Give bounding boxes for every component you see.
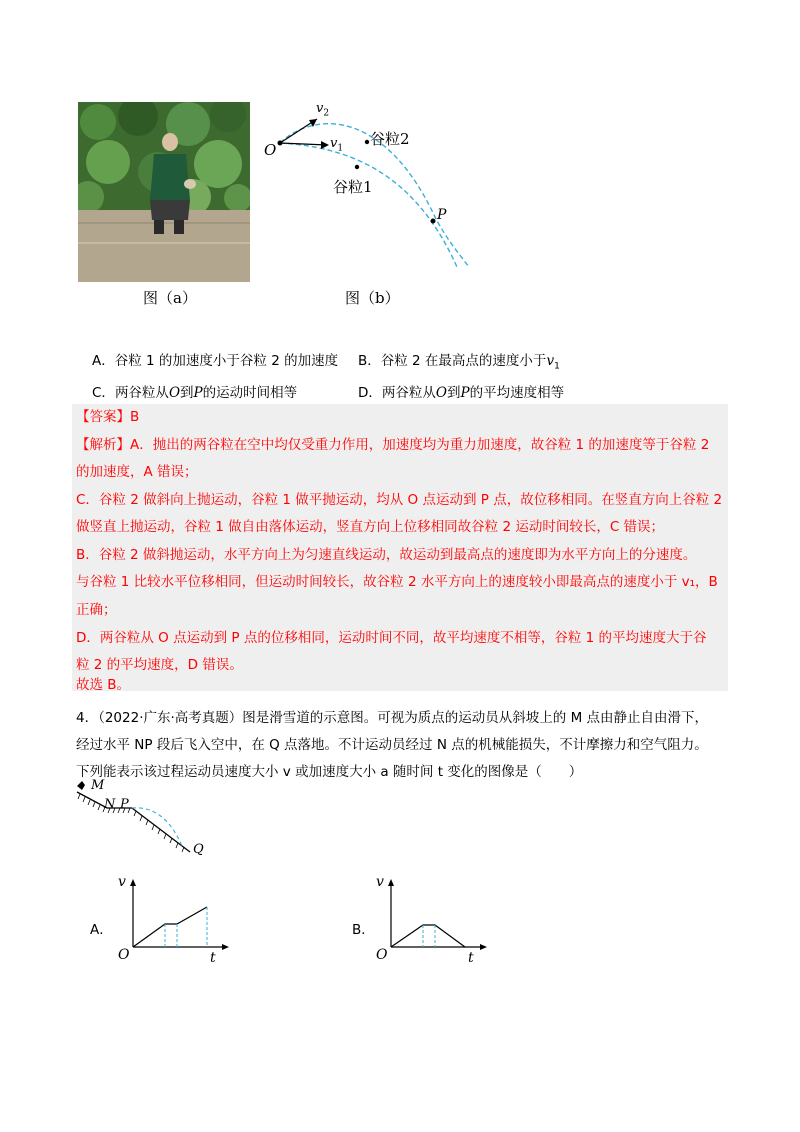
- explanation-line: B．谷粒 2 做斜抛运动，水平方向上为匀速直线运动，故运动到最高点的速度即为水平方向上的分速度。: [76, 547, 697, 563]
- graph-b-x-label: t: [468, 950, 474, 966]
- graph-b-y-label: v: [376, 874, 384, 890]
- label-m: M: [91, 778, 105, 793]
- question4-line: 4．（2022·广东·高考真题）图是滑雪道的示意图。可视为质点的运动员从斜坡上的 M 点由静止自由滑下，: [76, 710, 709, 726]
- skier-icon: [77, 781, 85, 790]
- label-p: P: [437, 207, 447, 223]
- grain1-dot: [355, 165, 359, 169]
- figure-b-caption: 图（b）: [345, 289, 400, 307]
- graph-a-x-label: t: [210, 950, 216, 966]
- v1-arrow: [280, 143, 327, 145]
- graph-option-b-letter: B．: [352, 922, 375, 938]
- explanation-line: 粒 2 的平均速度，D 错误。: [76, 657, 243, 673]
- label-grain1: 谷粒1: [333, 178, 373, 196]
- explanation-line: 正确；: [76, 602, 117, 618]
- graph-a: [125, 875, 235, 955]
- label-q: Q: [193, 842, 204, 857]
- label-p: P: [120, 797, 129, 812]
- option-c: C．两谷粒从O到P的运动时间相等: [92, 385, 298, 401]
- question4-line: 下列能表示该过程运动员速度大小 v 或加速度大小 a 随时间 t 变化的图像是（ ）: [76, 764, 583, 780]
- option-d: D．两谷粒从O到P的平均速度相等: [358, 385, 565, 401]
- label-v1: $v_1$: [330, 136, 344, 154]
- point-o: [278, 141, 283, 146]
- option-b: B．谷粒 2 在最高点的速度小于$v_1$: [358, 353, 560, 372]
- explanation-line: 的加速度，A 错误；: [76, 464, 198, 480]
- explanation-line: C．谷粒 2 做斜向上抛运动，谷粒 1 做平抛运动，均从 O 点运动到 P 点，故位移相同。在竖直方向上谷粒 2: [76, 492, 723, 508]
- graph-a-origin: O: [118, 947, 130, 963]
- grain1-trajectory: [280, 143, 457, 267]
- graph-b-origin: O: [376, 947, 388, 963]
- label-n: N: [104, 797, 116, 812]
- explanation-line: 做竖直上抛运动，谷粒 1 做自由落体运动，竖直方向上位移相同故谷粒 2 运动时间较长，C 错误；: [76, 519, 665, 535]
- label-grain2: 谷粒2: [370, 130, 410, 148]
- question4-line: 经过水平 NP 段后飞入空中，在 Q 点落地。不计运动员经过 N 点的机械能损失，不计摩擦力和空气阻力。: [76, 737, 708, 753]
- graph-a-y-label: v: [118, 874, 126, 890]
- explanation-line: 与谷粒 1 比较水平位移相同，但运动时间较长，故谷粒 2 水平方向上的速度较小即最高点的速度小于 v₁，B: [76, 574, 718, 590]
- point-p: [431, 219, 436, 224]
- grain2-dot: [365, 140, 369, 144]
- explanation-line: D．两谷粒从 O 点运动到 P 点的位移相同，运动时间不同，故平均速度不相等，谷粒 1 的平均速度大于谷: [76, 630, 707, 646]
- farmer-photo: [78, 102, 250, 282]
- option-a: A．谷粒 1 的加速度小于谷粒 2 的加速度: [92, 353, 339, 369]
- label-o: O: [264, 141, 277, 159]
- answer-line: 【答案】B: [76, 409, 140, 425]
- figure-a-caption: 图（a）: [143, 289, 197, 307]
- graph-b: [383, 875, 493, 955]
- explanation-line: 【解析】A．抛出的两谷粒在空中均仅受重力作用，加速度均为重力加速度，故谷粒 1 的加速度等于谷粒 2: [76, 437, 710, 453]
- explanation-line: 故选 B。: [76, 677, 131, 693]
- label-v2: $v_2$: [316, 101, 330, 119]
- graph-option-a-letter: A．: [90, 922, 113, 938]
